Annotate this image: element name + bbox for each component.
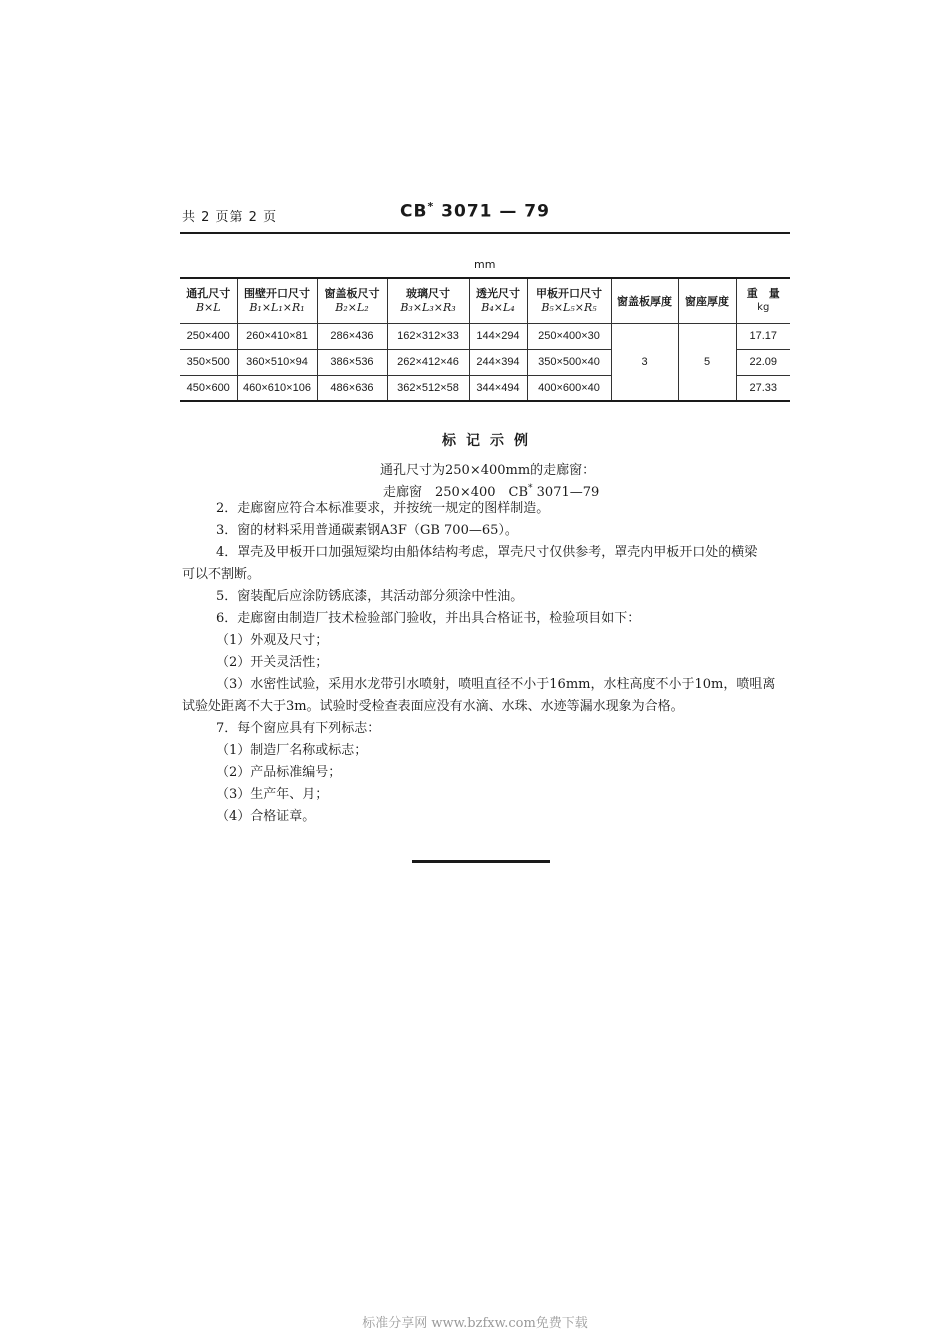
- header-through-hole: 通孔尺寸 B×L: [180, 278, 237, 323]
- table-cell: 350×500: [180, 349, 237, 375]
- clause: 2．走廊窗应符合本标准要求，并按统一规定的图样制造。: [216, 501, 550, 516]
- table-cell: 262×412×46: [387, 349, 469, 375]
- table-row: [180, 323, 790, 349]
- clause: 7．每个窗应具有下列标志：: [216, 721, 381, 736]
- clause: （3）生产年、月；: [216, 787, 329, 802]
- table-cell: 286×436: [317, 323, 387, 349]
- table-cell: 250×400×30: [527, 323, 611, 349]
- table-cell: 386×536: [317, 349, 387, 375]
- table-cell: 362×512×58: [387, 375, 469, 401]
- table-cell: 17.17: [736, 323, 790, 349]
- header-rule: [180, 232, 790, 234]
- dimension-table: [180, 277, 790, 402]
- header-seat-thickness: 窗座厚度: [678, 278, 736, 323]
- cover-thickness-value: 3: [611, 323, 678, 401]
- table-cell: 162×312×33: [387, 323, 469, 349]
- clause: （1）外观及尺寸；: [216, 633, 329, 648]
- clause: （1）制造厂名称或标志；: [216, 743, 368, 758]
- table-cell: 350×500×40: [527, 349, 611, 375]
- table-cell: 486×636: [317, 375, 387, 401]
- table-cell: 460×610×106: [237, 375, 317, 401]
- end-rule: [412, 860, 550, 863]
- header-light-size: 透光尺寸 B₄×L₄: [469, 278, 527, 323]
- clause: 4．罩壳及甲板开口加强短梁均由船体结构考虑，罩壳尺寸仅供参考，罩壳内甲板开口处的横梁: [216, 545, 758, 560]
- standard-prefix: CB: [400, 201, 428, 222]
- header-weight: 重 量 kg: [736, 278, 790, 323]
- marking-example-line-2: 走廊窗 250×400 CB* 3071—79: [383, 483, 600, 500]
- watermark: 标准分享网 www.bzfxw.com免费下载: [362, 1316, 588, 1331]
- table-unit: mm: [474, 258, 496, 271]
- table-cell: 244×394: [469, 349, 527, 375]
- standard-number: [370, 200, 580, 222]
- table-cell: 400×600×40: [527, 375, 611, 401]
- clause: （3）水密性试验，采用水龙带引水喷射，喷咀直径不小于16mm，水柱高度不小于10m，喷咀离: [216, 677, 776, 692]
- clause: 6．走廊窗由制造厂技术检验部门验收，并出具合格证书，检验项目如下：: [216, 611, 641, 626]
- marking-example-title: 标记示例: [442, 433, 538, 449]
- header-wall-opening: 围壁开口尺寸 B₁×L₁×R₁: [237, 278, 317, 323]
- table-cell: 344×494: [469, 375, 527, 401]
- header-deck-opening: 甲板开口尺寸 B₅×L₅×R₅: [527, 278, 611, 323]
- page-count: 共 2 页第 2 页: [182, 210, 278, 225]
- marking-example-line-1: 通孔尺寸为250×400mm的走廊窗：: [380, 463, 596, 478]
- table-header-row: [180, 278, 790, 323]
- standard-star: *: [427, 200, 435, 213]
- clause: 3．窗的材料采用普通碳素钢A3F（GB 700—65）。: [216, 523, 518, 538]
- clause: 5．窗装配后应涂防锈底漆，其活动部分须涂中性油。: [216, 589, 524, 604]
- clause: （2）开关灵活性；: [216, 655, 329, 670]
- table-cell: 250×400: [180, 323, 237, 349]
- table-cell: 22.09: [736, 349, 790, 375]
- clause: 试验处距离不大于3m。试验时受检查表面应没有水滴、水珠、水迹等漏水现象为合格。: [182, 699, 684, 714]
- seat-thickness-value: 5: [678, 323, 736, 401]
- table-cell: 260×410×81: [237, 323, 317, 349]
- header-glass-size: 玻璃尺寸 B₃×L₃×R₃: [387, 278, 469, 323]
- table-cell: 27.33: [736, 375, 790, 401]
- header-cover-thickness: 窗盖板厚度: [611, 278, 678, 323]
- table-cell: 450×600: [180, 375, 237, 401]
- clause: （4）合格证章。: [216, 809, 316, 824]
- header-cover-size: 窗盖板尺寸 B₂×L₂: [317, 278, 387, 323]
- clause: 可以不割断。: [182, 567, 261, 582]
- table-cell: 360×510×94: [237, 349, 317, 375]
- standard-code: 3071 — 79: [441, 201, 550, 222]
- table-cell: 144×294: [469, 323, 527, 349]
- clause: （2）产品标准编号；: [216, 765, 342, 780]
